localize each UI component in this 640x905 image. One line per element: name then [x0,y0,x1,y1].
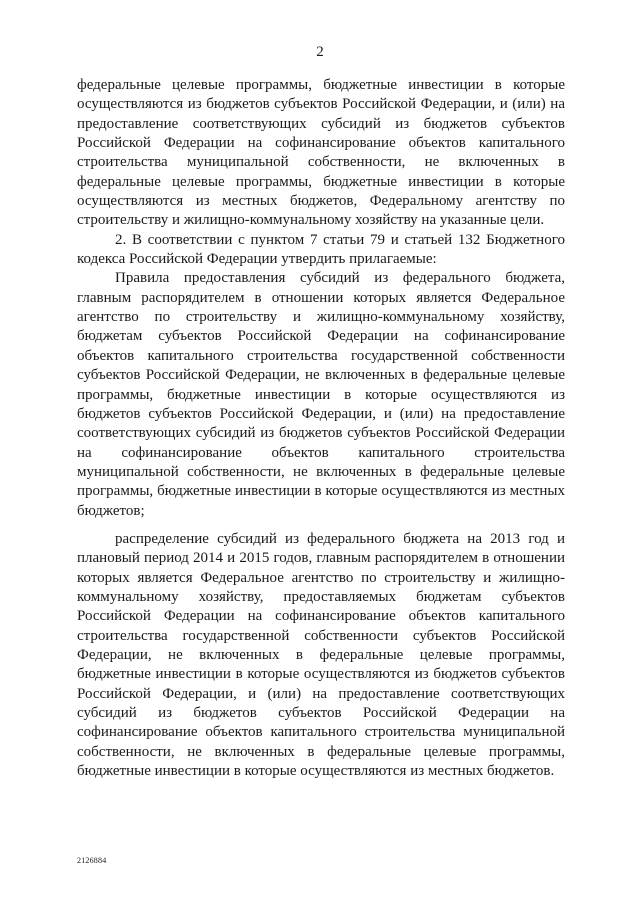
paragraph-continuation: федеральные целевые программы, бюджетные инвестиции в которые осуществляются из бюджетов субъектов Российской Федерации, и (или) на предоставление соответствующих субсидий из бюджетов субъектов Российской Федерации на софинансирование объектов капитального строительства муниципальной собственности, не включенных в федеральные целевые программы, бюджетные инвестиции в которые осуществляются из местных бюджетов, Федеральному агентству по строительству и жилищно-коммунальному хозяйству на указанные цели. [77,77,565,229]
page-number: 2 [316,44,324,60]
paragraph-distribution: распределение субсидий из федерального бюджета на 2013 год и плановый период 2014 и 2015 годов, главным распорядителем в отношении которых является Федеральное агентство по строительству и жилищно-коммунальному хозяйству, предоставляемых бюджетам субъектов Российской Федерации на софинансирование объектов капитального строительства государственной собственности субъектов Российской Федерации, не включенных в федеральные целевые программы, бюджетные инвестиции в которые осуществляются из бюджетов субъектов Российской Федерации, и (или) на предоставление соответствующих субсидий из бюджетов субъектов Российской Федерации на софинансирование объектов капитального строительства муниципальной собственности, не включенных в федеральные целевые программы, бюджетные инвестиции в которые осуществляются из местных бюджетов. [77,530,565,780]
document-body [77,76,565,781]
document-code: 2126884 [77,856,107,865]
paragraph-rules: Правила предоставления субсидий из федерального бюджета, главным распорядителем в отношении которых является Федеральное агентство по строительству и жилищно-коммунальному хозяйству, бюджетам субъектов Российской Федерации на софинансирование объектов капитального строительства государственной собственности субъектов Российской Федерации, не включенных в федеральные целевые программы, бюджетные инвестиции в которые осуществляются из бюджетов субъектов Российской Федерации, и (или) на предоставление соответствующих субсидий из бюджетов субъектов Российской Федерации на софинансирование объектов капитального строительства муниципальной собственности, не включенных в федеральные целевые программы, бюджетные инвестиции в которые осуществляются из местных бюджетов; [77,270,565,519]
paragraph-item-2: 2. В соответствии с пунктом 7 статьи 79 и статьей 132 Бюджетного кодекса Российской Федерации утвердить прилагаемые: [77,231,565,268]
